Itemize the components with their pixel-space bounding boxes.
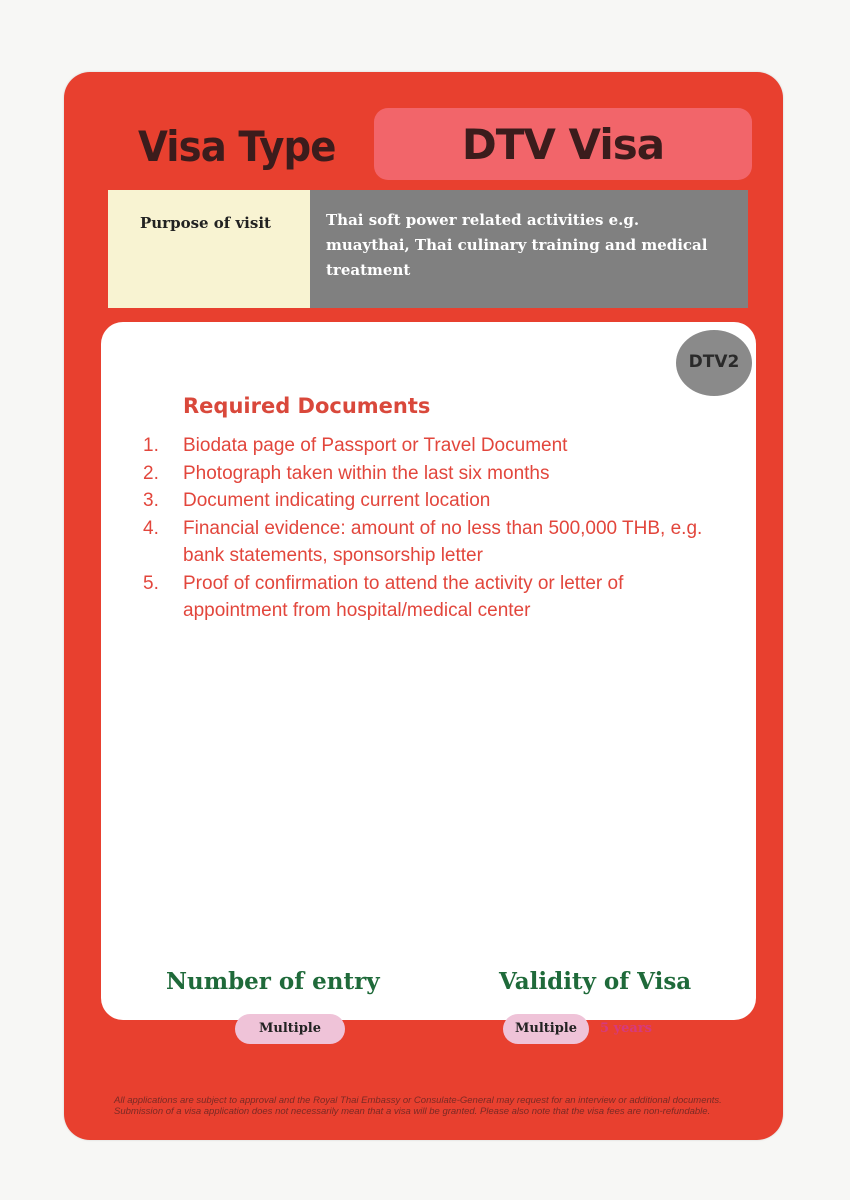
purpose-row: [108, 190, 748, 308]
purpose-value: Thai soft power related activities e.g. muaythai, Thai culinary training and medical treatment: [326, 211, 708, 279]
list-item: [143, 515, 723, 570]
visa-code-text: DTV2: [688, 352, 740, 372]
list-item-number: 2.: [143, 462, 159, 484]
list-item-text: Financial evidence: amount of no less than 500,000 THB, e.g. bank statements, sponsorship letter: [183, 517, 703, 566]
validity-title: Validity of Visa: [499, 968, 692, 995]
validity-value-pill: Multiple: [503, 1014, 589, 1044]
purpose-label: Purpose of visit: [140, 214, 271, 232]
list-item-number: 1.: [143, 435, 159, 456]
visa-type-value: DTV Visa: [461, 120, 665, 169]
disclaimer-text: All applications are subject to approval and the Royal Thai Embassy or Consulate-General may request for an interview or additional documents. Submission of a visa application does not necessarily mean that a visa will be granted. Please also note that the visa fees are non-refundable.: [114, 1095, 722, 1117]
documents-panel: [101, 322, 756, 1036]
visa-code-badge: [676, 330, 752, 396]
number-of-entry-title: Number of entry: [166, 968, 380, 995]
list-item: [143, 570, 723, 625]
list-item: [143, 432, 723, 460]
visa-type-label: Visa Type: [138, 122, 336, 171]
list-item: [143, 460, 723, 488]
list-item-text: Photograph taken within the last six months: [183, 462, 550, 484]
validity-duration: 5 years: [600, 1021, 652, 1036]
purpose-label-cell: [108, 190, 310, 308]
visa-card: [64, 72, 783, 1140]
list-item-number: 5.: [143, 572, 159, 594]
required-documents-list: [143, 432, 723, 625]
list-item-number: 4.: [143, 517, 159, 539]
entry-value-pill: Multiple: [235, 1014, 345, 1044]
list-item-text: Biodata page of Passport or Travel Document: [183, 435, 568, 456]
list-item: [143, 487, 723, 515]
visa-type-box: [374, 108, 752, 180]
list-item-text: Document indicating current location: [183, 490, 491, 511]
list-item-text: Proof of confirmation to attend the activity or letter of appointment from hospital/medical center: [183, 572, 624, 621]
purpose-value-cell: [310, 190, 748, 308]
required-documents-title: Required Documents: [183, 394, 431, 418]
list-item-number: 3.: [143, 490, 159, 511]
